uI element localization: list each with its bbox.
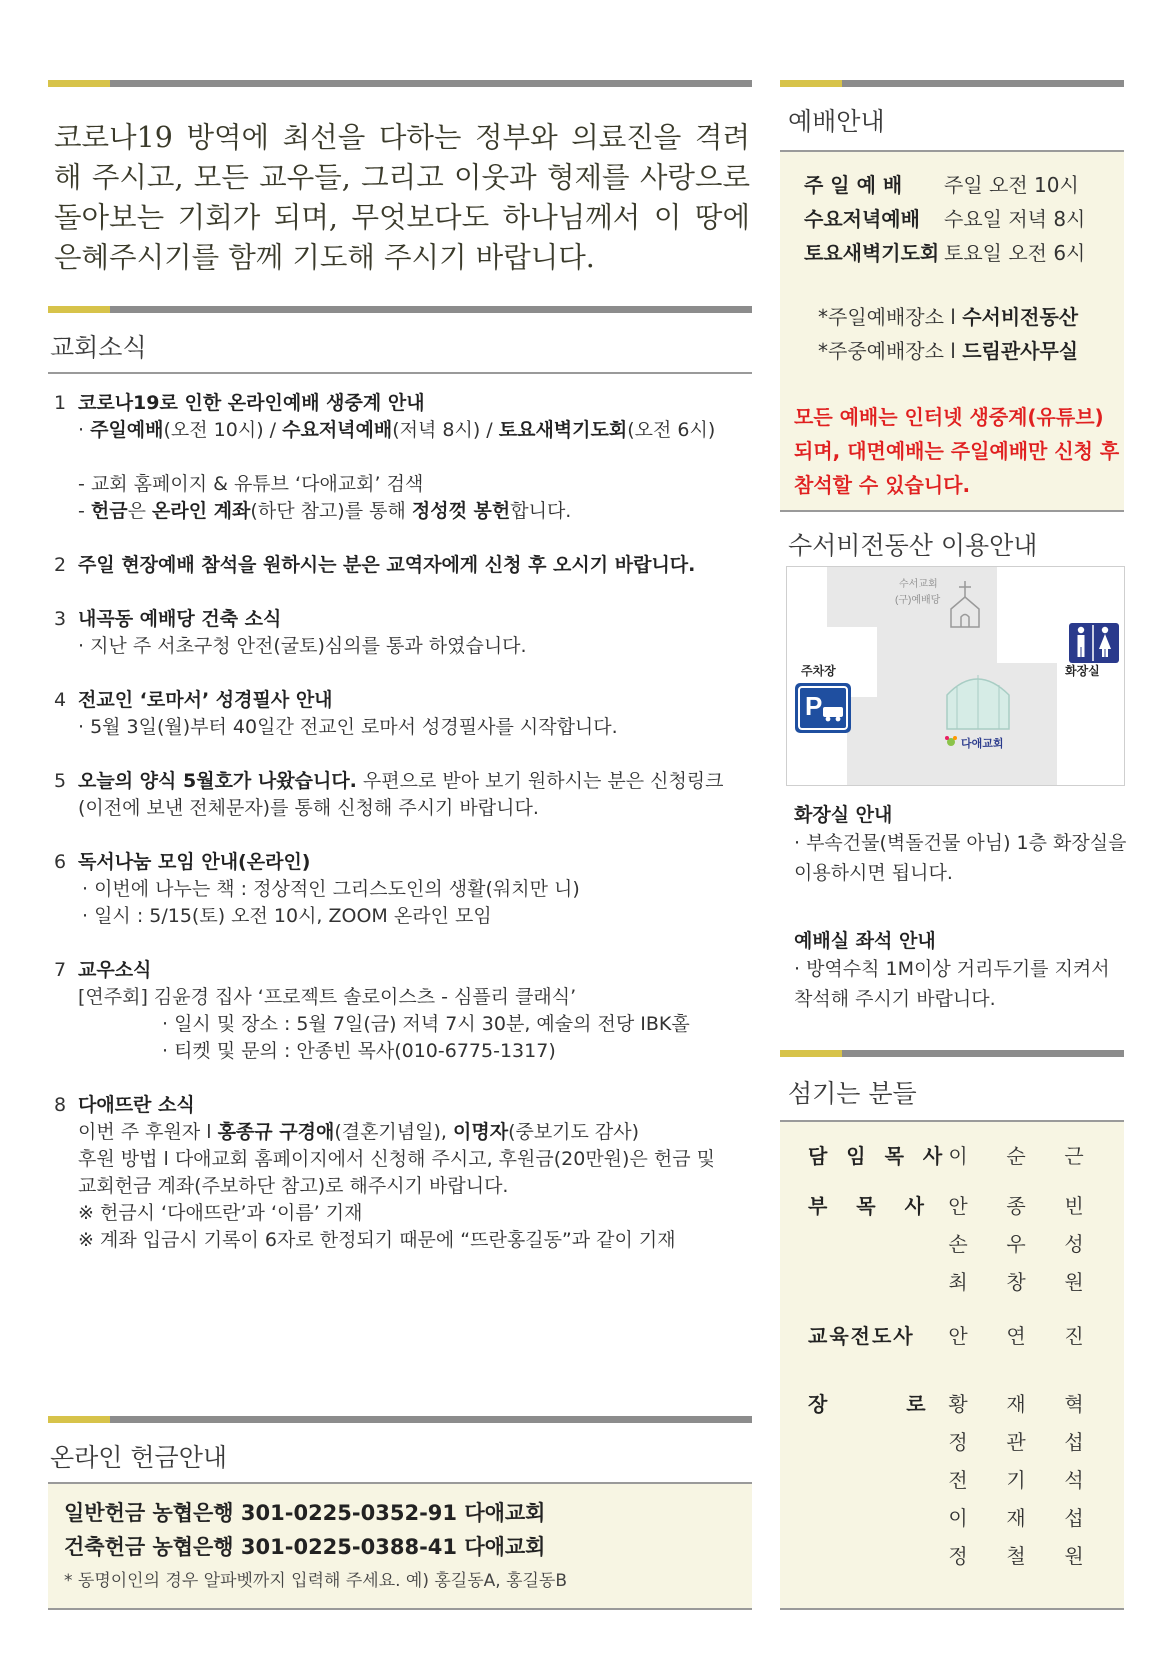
news-item-title: 독서나눔 모임 안내(온라인)	[78, 851, 311, 873]
staff-title: 섬기는 분들	[788, 1079, 917, 1108]
staff-name-char: 순	[1006, 1144, 1026, 1168]
news-item-1: 1 코로나19로 인한 온라인예배 생중계 안내 · 주일예배(오전 10시) / 수요저녁예배(저녁 8시) / 토요새벽기도회(오전 6시) - 교회 홈페이지 & 유튜브 ‘다애교회’ 검색 - 헌금은 온라인 계좌(하단 참고)를 통해 정성껏 봉헌합니다.	[54, 392, 716, 522]
offering-note: * 동명이인의 경우 알파벳까지 입력해 주세요. 예) 홍길동A, 홍길동B	[64, 1571, 568, 1591]
news-item-title: 코로나19로 인한 온라인예배 생중계 안내	[78, 392, 425, 414]
news-item-title: 교우소식	[78, 959, 152, 981]
news-item-title: 다애뜨란 소식	[78, 1094, 195, 1116]
staff-name-char: 안	[948, 1324, 968, 1348]
news-item-title: 전교인 ‘로마서’ 성경필사 안내	[78, 689, 333, 711]
staff-name-char: 종	[1006, 1194, 1026, 1218]
staff-name-char: 정	[948, 1544, 968, 1568]
news-item-7: 7 교우소식 [연주회] 김윤경 집사 ‘프로젝트 솔로이스츠 - 심플리 클래식’ · 일시 및 장소 : 5월 7일(금) 저녁 7시 30분, 예술의 전당 IBK홀 · 티켓 및 문의 : 안종빈 목사(010-6775-1317)	[54, 959, 690, 1062]
news-item-6: 6 독서나눔 모임 안내(온라인) · 이번에 나누는 책 : 정상적인 그리스도인의 생활(워치만 니) · 일시 : 5/15(토) 오전 10시, ZOOM 온라인 모임	[54, 851, 580, 927]
offering-title: 온라인 헌금안내	[50, 1443, 227, 1472]
offering-rule	[48, 1416, 752, 1423]
staff-role: 장 로	[808, 1392, 926, 1416]
service-row: 주 일 예 배 주일 오전 10시	[804, 173, 1079, 197]
service-places: *주일예배장소 l 수서비전동산 *주중예배장소 l 드림관사무실	[818, 305, 1079, 363]
staff-name-char: 혁	[1064, 1392, 1084, 1416]
map-title: 수서비전동산 이용안내	[788, 531, 1038, 560]
staff-name-char: 빈	[1064, 1194, 1084, 1218]
staff-name-char: 기	[1006, 1468, 1026, 1492]
seating-guide-title: 예배실 좌석 안내	[794, 930, 936, 952]
staff-name-char: 재	[1006, 1392, 1026, 1416]
staff-role: 부 목 사	[808, 1194, 924, 1218]
staff-name-char: 이	[948, 1144, 968, 1168]
staff-name-char: 섭	[1064, 1430, 1084, 1454]
livestream-notice: 모든 예배는 인터넷 생중계(유튜브) 되며, 대면예배는 주일예배만 신청 후 참석할 수 있습니다.	[794, 405, 1120, 497]
restroom-guide-body: · 부속건물(벽돌건물 아님) 1층 화장실을 이용하시면 됩니다.	[794, 832, 1127, 884]
staff-role: 담 임 목 사	[808, 1144, 949, 1168]
staff-name-char: 이	[948, 1506, 968, 1530]
worship-bottom-line	[780, 510, 1124, 512]
parking-icon	[795, 683, 851, 733]
staff-role: 교육전도사	[808, 1324, 915, 1348]
staff-name-char: 창	[1006, 1270, 1026, 1294]
seating-guide-body: · 방역수칙 1M이상 거리두기를 지켜서 착석해 주시기 바랍니다.	[794, 958, 1110, 1010]
news-title: 교회소식	[50, 333, 147, 362]
campus-map	[786, 566, 1125, 786]
news-rule	[48, 306, 752, 313]
news-item-3: 3 내곡동 예배당 건축 소식 · 지난 주 서초구청 안전(굴토)심의를 통과 하였습니다.	[54, 608, 527, 657]
offering-box	[64, 1496, 567, 1598]
news-list	[54, 390, 754, 1254]
church-label-2: (구)예배당	[895, 595, 941, 606]
news-item-2: 2 주일 현장예배 참석을 원하시는 분은 교역자에게 신청 후 오시기 바랍니다.	[54, 554, 696, 576]
staff-name-char: 우	[1006, 1232, 1026, 1256]
building-shape	[827, 567, 1057, 785]
restroom-map-label: 화장실	[1065, 664, 1100, 678]
staff-name-char: 진	[1064, 1324, 1084, 1348]
church-label-1: 수서교회	[899, 579, 938, 590]
staff-name-char: 섭	[1064, 1506, 1084, 1530]
staff-name-char: 재	[1006, 1506, 1026, 1530]
news-item-title: 주일 현장예배 참석을 원하시는 분은 교역자에게 신청 후 오시기 바랍니다.	[78, 554, 696, 576]
service-times	[804, 168, 1085, 270]
staff-name-char: 성	[1064, 1232, 1084, 1256]
staff-name-char: 안	[948, 1194, 968, 1218]
staff-name-char: 황	[948, 1392, 968, 1416]
news-underline	[48, 372, 752, 374]
offering-building: 건축헌금 농협은행 301-0225-0388-41 다애교회	[64, 1535, 546, 1559]
staff-name-char: 석	[1064, 1468, 1084, 1492]
top-rule-right	[780, 80, 1124, 87]
offering-general: 일반헌금 농협은행 301-0225-0352-91 다애교회	[64, 1501, 546, 1525]
news-item-8: 8 다애뜨란 소식 이번 주 후원자 l 홍종규 구경애(결혼기념일), 이명자(중보기도 감사) 후원 방법 l 다애교회 홈페이지에서 신청해 주시고, 후원금(20만원)은 헌금 및 교회헌금 계좌(주보하단 참고)로 해주시기 바랍니다. ※ 헌금시 ‘다애뜨란’과 ‘이름’ 기재 ※ 계좌 입금시 기록이 6자로 한정되기 때문에 “뜨란홍길동”과 같이 기재	[54, 1094, 715, 1251]
staff-rule	[780, 1050, 1124, 1057]
staff-name-char: 근	[1064, 1144, 1084, 1168]
news-item-4: 4 전교인 ‘로마서’ 성경필사 안내 · 5월 3일(월)부터 40일간 전교인 로마서 성경필사를 시작합니다.	[54, 689, 618, 738]
staff-name-char: 최	[948, 1270, 968, 1294]
restroom-icon	[1069, 623, 1119, 663]
staff-name-char: 관	[1006, 1430, 1026, 1454]
worship-title: 예배안내	[788, 107, 885, 136]
lead-paragraph: 코로나19 방역에 최선을 다하는 정부와 의료진을 격려해 주시고, 모든 교우들, 그리고 이웃과 형제를 사랑으로 돌아보는 기회가 되며, 무엇보다도 하나님께서 이 땅에 은혜주시기를 함께 기도해 주시기 바랍니다.	[54, 121, 750, 274]
service-row: 토요새벽기도회 토요일 오전 6시	[804, 241, 1086, 265]
staff-name-char: 철	[1006, 1544, 1026, 1568]
parking-sign: P	[805, 691, 823, 721]
top-rule-left	[48, 80, 752, 87]
map-diagram	[787, 567, 1124, 785]
news-item-5: 5 오늘의 양식 5월호가 나왔습니다. 우편으로 받아 보기 원하시는 분은 신청링크 (이전에 보낸 전체문자)를 통해 신청해 주시기 바랍니다.	[54, 770, 724, 819]
restroom-guide-title: 화장실 안내	[794, 804, 893, 826]
parking-map-label: 주차장	[801, 664, 836, 678]
dae-map-label: 다애교회	[961, 738, 1004, 750]
news-item-title: 내곡동 예배당 건축 소식	[78, 608, 282, 630]
staff-name-char: 정	[948, 1430, 968, 1454]
staff-name-char: 전	[948, 1468, 968, 1492]
staff-name-char: 원	[1064, 1544, 1084, 1568]
staff-bottom-line	[780, 1608, 1124, 1610]
staff-name-char: 원	[1064, 1270, 1084, 1294]
offering-bottom-line	[48, 1608, 752, 1610]
staff-name-char: 연	[1006, 1324, 1026, 1348]
news-item-title: 오늘의 양식 5월호가 나왔습니다.	[78, 770, 357, 792]
staff-name-char: 손	[948, 1232, 968, 1256]
service-row: 수요저녁예배 수요일 저녁 8시	[804, 207, 1086, 231]
